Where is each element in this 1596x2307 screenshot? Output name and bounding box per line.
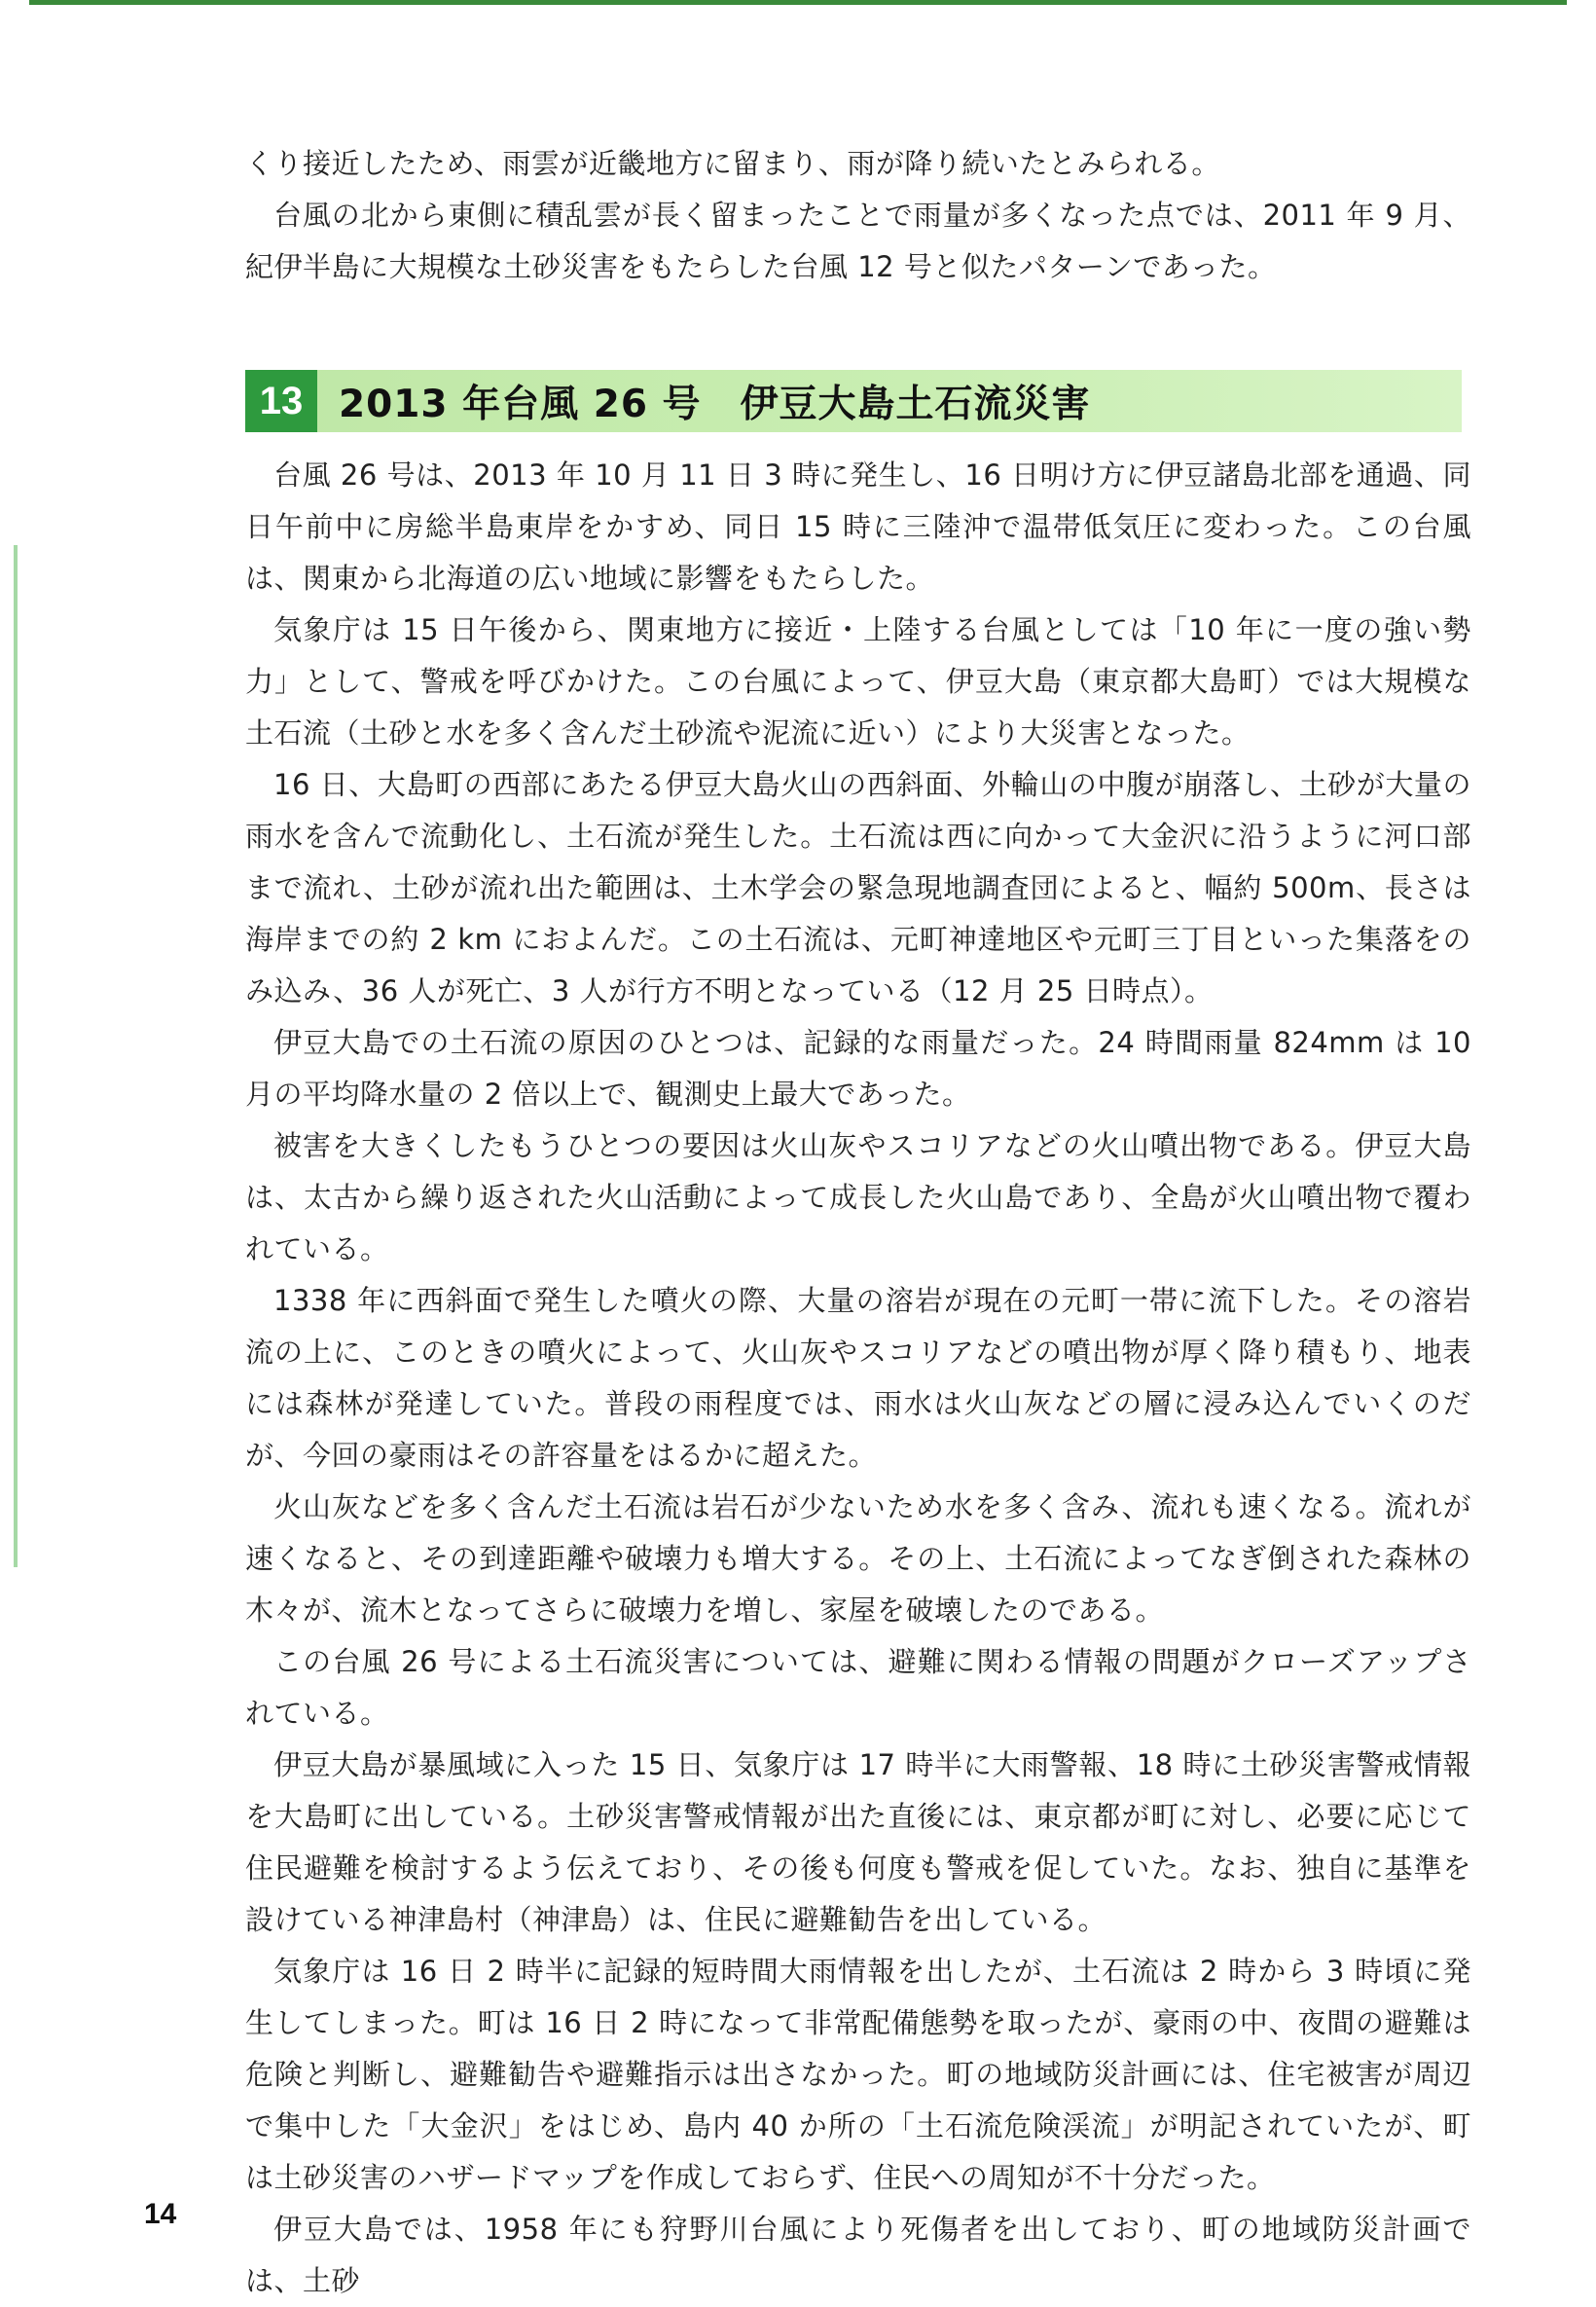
body-paragraph: 伊豆大島では、1958 年にも狩野川台風により死傷者を出しており、町の地域防災計画では、土砂 [245, 2213, 1471, 2297]
body-paragraph: 1338 年に西斜面で発生した噴火の際、大量の溶岩が現在の元町一帯に流下した。その溶岩流の上に、このときの噴火によって、火山灰やスコリアなどの噴出物が厚く降り積もり、地表には森林が発達していた。普段の雨程度では、雨水は火山灰などの層に浸み込んでいくのだが、今回の豪雨はその許容量をはるかに超えた。 [245, 1284, 1472, 1472]
body-paragraph: 気象庁は 16 日 2 時半に記録的短時間大雨情報を出したが、土石流は 2 時から 3 時頃に発生してしまった。町は 16 日 2 時になって非常配備態勢を取ったが、豪雨の中、夜間の避難は危険と判断し、避難勧告や避難指示は出さなかった。町の地域防災計画には、住宅被害が周辺で集中した「大金沢」をはじめ、島内 40 か所の「土石流危険渓流」が明記されていたが、町は土砂災害のハザードマップを作成しておらず、住民への周知が不十分だった。 [245, 1955, 1471, 2194]
page-number: 14 [144, 2198, 177, 2230]
section-title: 2013 年台風 26 号 伊豆大島土石流災害 [339, 383, 1091, 426]
section-header [245, 370, 1462, 432]
body-paragraph: この台風 26 号による土石流災害については、避難に関わる情報の問題がクローズアップされている。 [245, 1645, 1471, 1730]
top-rule [29, 0, 1567, 5]
intro-paragraph: 台風の北から東側に積乱雲が長く留まったことで雨量が多くなった点では、2011 年 9 月、紀伊半島に大規模な土砂災害をもたらした台風 12 号と似たパターンであった。 [245, 199, 1471, 283]
body-paragraph: 台風 26 号は、2013 年 10 月 11 日 3 時に発生し、16 日明け方に伊豆諸島北部を通過、同日午前中に房総半島東岸をかすめ、同日 15 時に三陸沖で温帯低気圧に変わった。この台風は、関東から北海道の広い地域に影響をもたらした。 [245, 458, 1471, 595]
body-paragraph: 伊豆大島が暴風域に入った 15 日、気象庁は 17 時半に大雨警報、18 時に土砂災害警戒情報を大島町に出している。土砂災害警戒情報が出た直後には、東京都が町に対し、必要に応じて住民避難を検討するよう伝えており、その後も何度も警戒を促していた。なお、独自に基準を設けている神津島村（神津島）は、住民に避難勧告を出している。 [245, 1748, 1471, 1936]
section-number: 13 [245, 370, 317, 432]
intro-block [245, 138, 1471, 293]
body-paragraph: 火山灰などを多く含んだ土石流は岩石が少ないため水を多く含み、流れも速くなる。流れが速くなると、その到達距離や破壊力も増大する。その上、土石流によってなぎ倒された森林の木々が、流木となってさらに破壊力を増し、家屋を破壊したのである。 [245, 1490, 1471, 1627]
margin-line [14, 545, 18, 1567]
body-paragraph: 気象庁は 15 日午後から、関東地方に接近・上陸する台風としては「10 年に一度の強い勢力」として、警戒を呼びかけた。この台風によって、伊豆大島（東京都大島町）では大規模な土石流（土砂と水を多く含んだ土砂流や泥流に近い）により大災害となった。 [245, 613, 1471, 750]
body-paragraph: 16 日、大島町の西部にあたる伊豆大島火山の西斜面、外輪山の中腹が崩落し、土砂が大量の雨水を含んで流動化し、土石流が発生した。土石流は西に向かって大金沢に沿うように河口部まで流れ、土砂が流れ出た範囲は、土木学会の緊急現地調査団によると、幅約 500m、長さは海岸までの約 2 km におよんだ。この土石流は、元町神達地区や元町三丁目といった集落をのみ込み、36 人が死亡、3 人が行方不明となっている（12 月 25 日時点）。 [245, 768, 1471, 1007]
intro-paragraph: くり接近したため、雨雲が近畿地方に留まり、雨が降り続いたとみられる。 [245, 147, 1220, 180]
body-paragraph: 被害を大きくしたもうひとつの要因は火山灰やスコリアなどの火山噴出物である。伊豆大島は、太古から繰り返された火山活動によって成長した火山島であり、全島が火山噴出物で覆われている。 [245, 1129, 1471, 1265]
body-paragraph: 伊豆大島での土石流の原因のひとつは、記録的な雨量だった。24 時間雨量 824mm は 10 月の平均降水量の 2 倍以上で、観測史上最大であった。 [245, 1026, 1471, 1111]
body-text [245, 450, 1471, 2307]
